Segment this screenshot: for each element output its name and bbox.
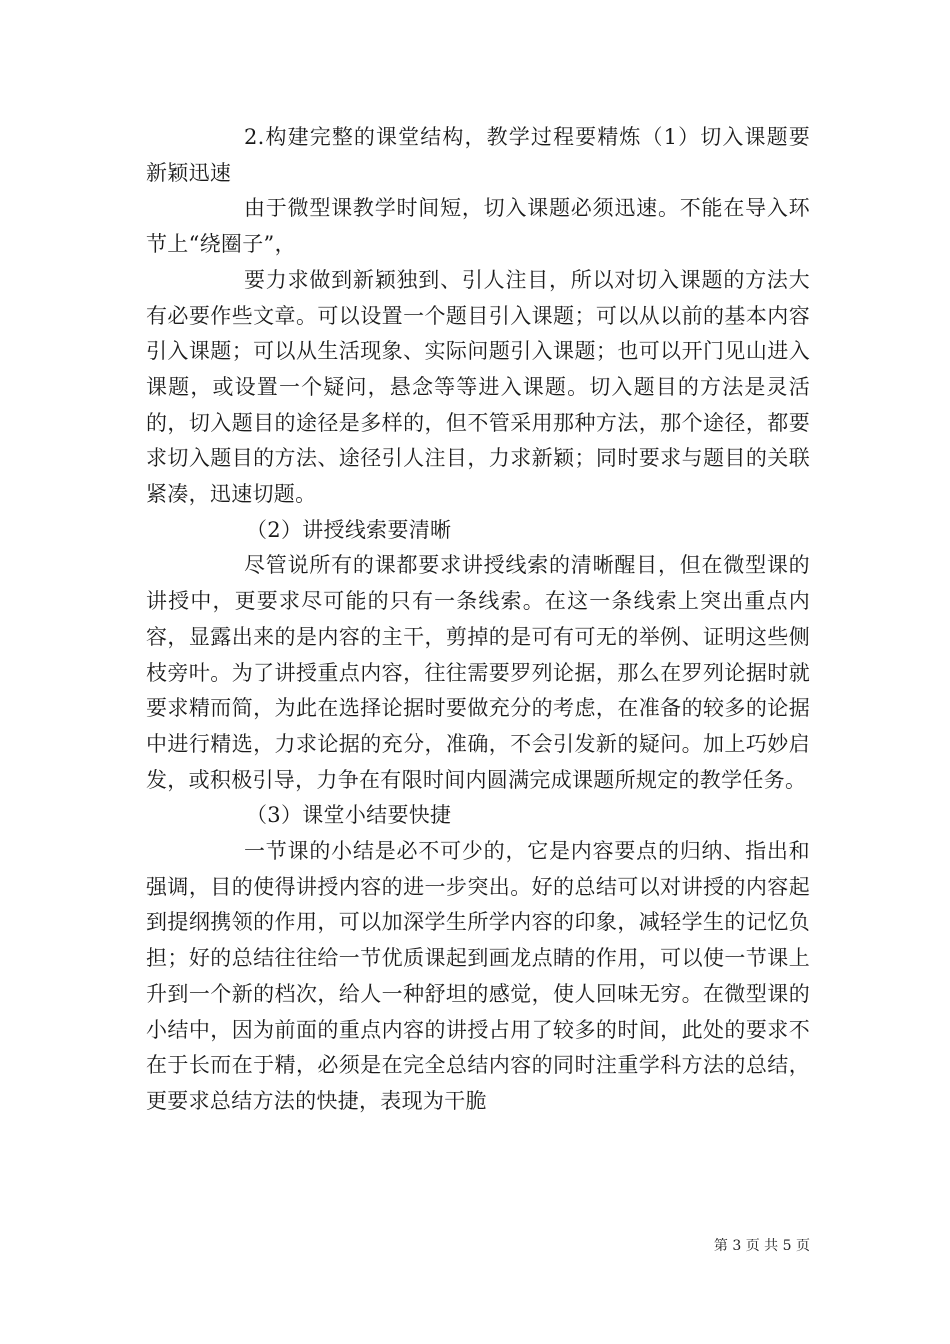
heading-paragraph-course-structure: 2.构建完整的课堂结构，教学过程要精炼（1）切入课题要新颖迅速 [146, 125, 810, 185]
subheading-quick-summary: （3）课堂小结要快捷 [246, 803, 452, 828]
subheading-clear-thread: （2）讲授线索要清晰 [246, 517, 452, 542]
document-body [146, 120, 810, 1120]
page-number-footer: 第 3 页 共 5 页 [713, 1238, 810, 1254]
paragraph-intro-methods: 要力求做到新颖独到、引人注目，所以对切入课题的方法大有必要作些文章。可以设置一个题目引入课题；可以从以前的基本内容引入课题；可以从生活现象、实际问题引入课题；也可以开门见山进入课题，或设置一个疑问，悬念等等进入课题。切入题目的方法是灵活的，切入题目的途径是多样的，但不管采用那种方法，那个途径，都要求切入题目的方法、途径引人注目，力求新颖；同时要求与题目的关联紧凑，迅速切题。 [146, 267, 810, 507]
paragraph-clear-thread: 尽管说所有的课都要求讲授线索的清晰醒目，但在微型课的讲授中，更要求尽可能的只有一条线索。在这一条线索上突出重点内容，显露出来的是内容的主干，剪掉的是可有可无的举例、证明这些侧枝旁叶。为了讲授重点内容，往往需要罗列论据，那么在罗列论据时就要求精而简，为此在选择论据时要做充分的考虑，在准备的较多的论据中进行精选，力求论据的充分，准确，不会引发新的疑问。加上巧妙启发，或积极引导，力争在有限时间内圆满完成课题所规定的教学任务。 [146, 553, 810, 792]
paragraph-quick-summary: 一节课的小结是必不可少的，它是内容要点的归纳、指出和强调，目的使得讲授内容的进一步突出。好的总结可以对讲授的内容起到提纲携领的作用，可以加深学生所学内容的印象，减轻学生的记忆负担；好的总结往往给一节优质课起到画龙点睛的作用，可以使一节课上升到一个新的档次，给人一种舒坦的感觉，使人回味无穷。在微型课的小结中，因为前面的重点内容的讲授占用了较多的时间，此处的要求不在于长而在于精，必须是在完全总结内容的同时注重学科方法的总结，更要求总结方法的快捷，表现为干脆 [146, 839, 810, 1113]
paragraph-intro-speed: 由于微型课教学时间短，切入课题必须迅速。不能在导入环节上“绕圈子”， [146, 196, 810, 257]
